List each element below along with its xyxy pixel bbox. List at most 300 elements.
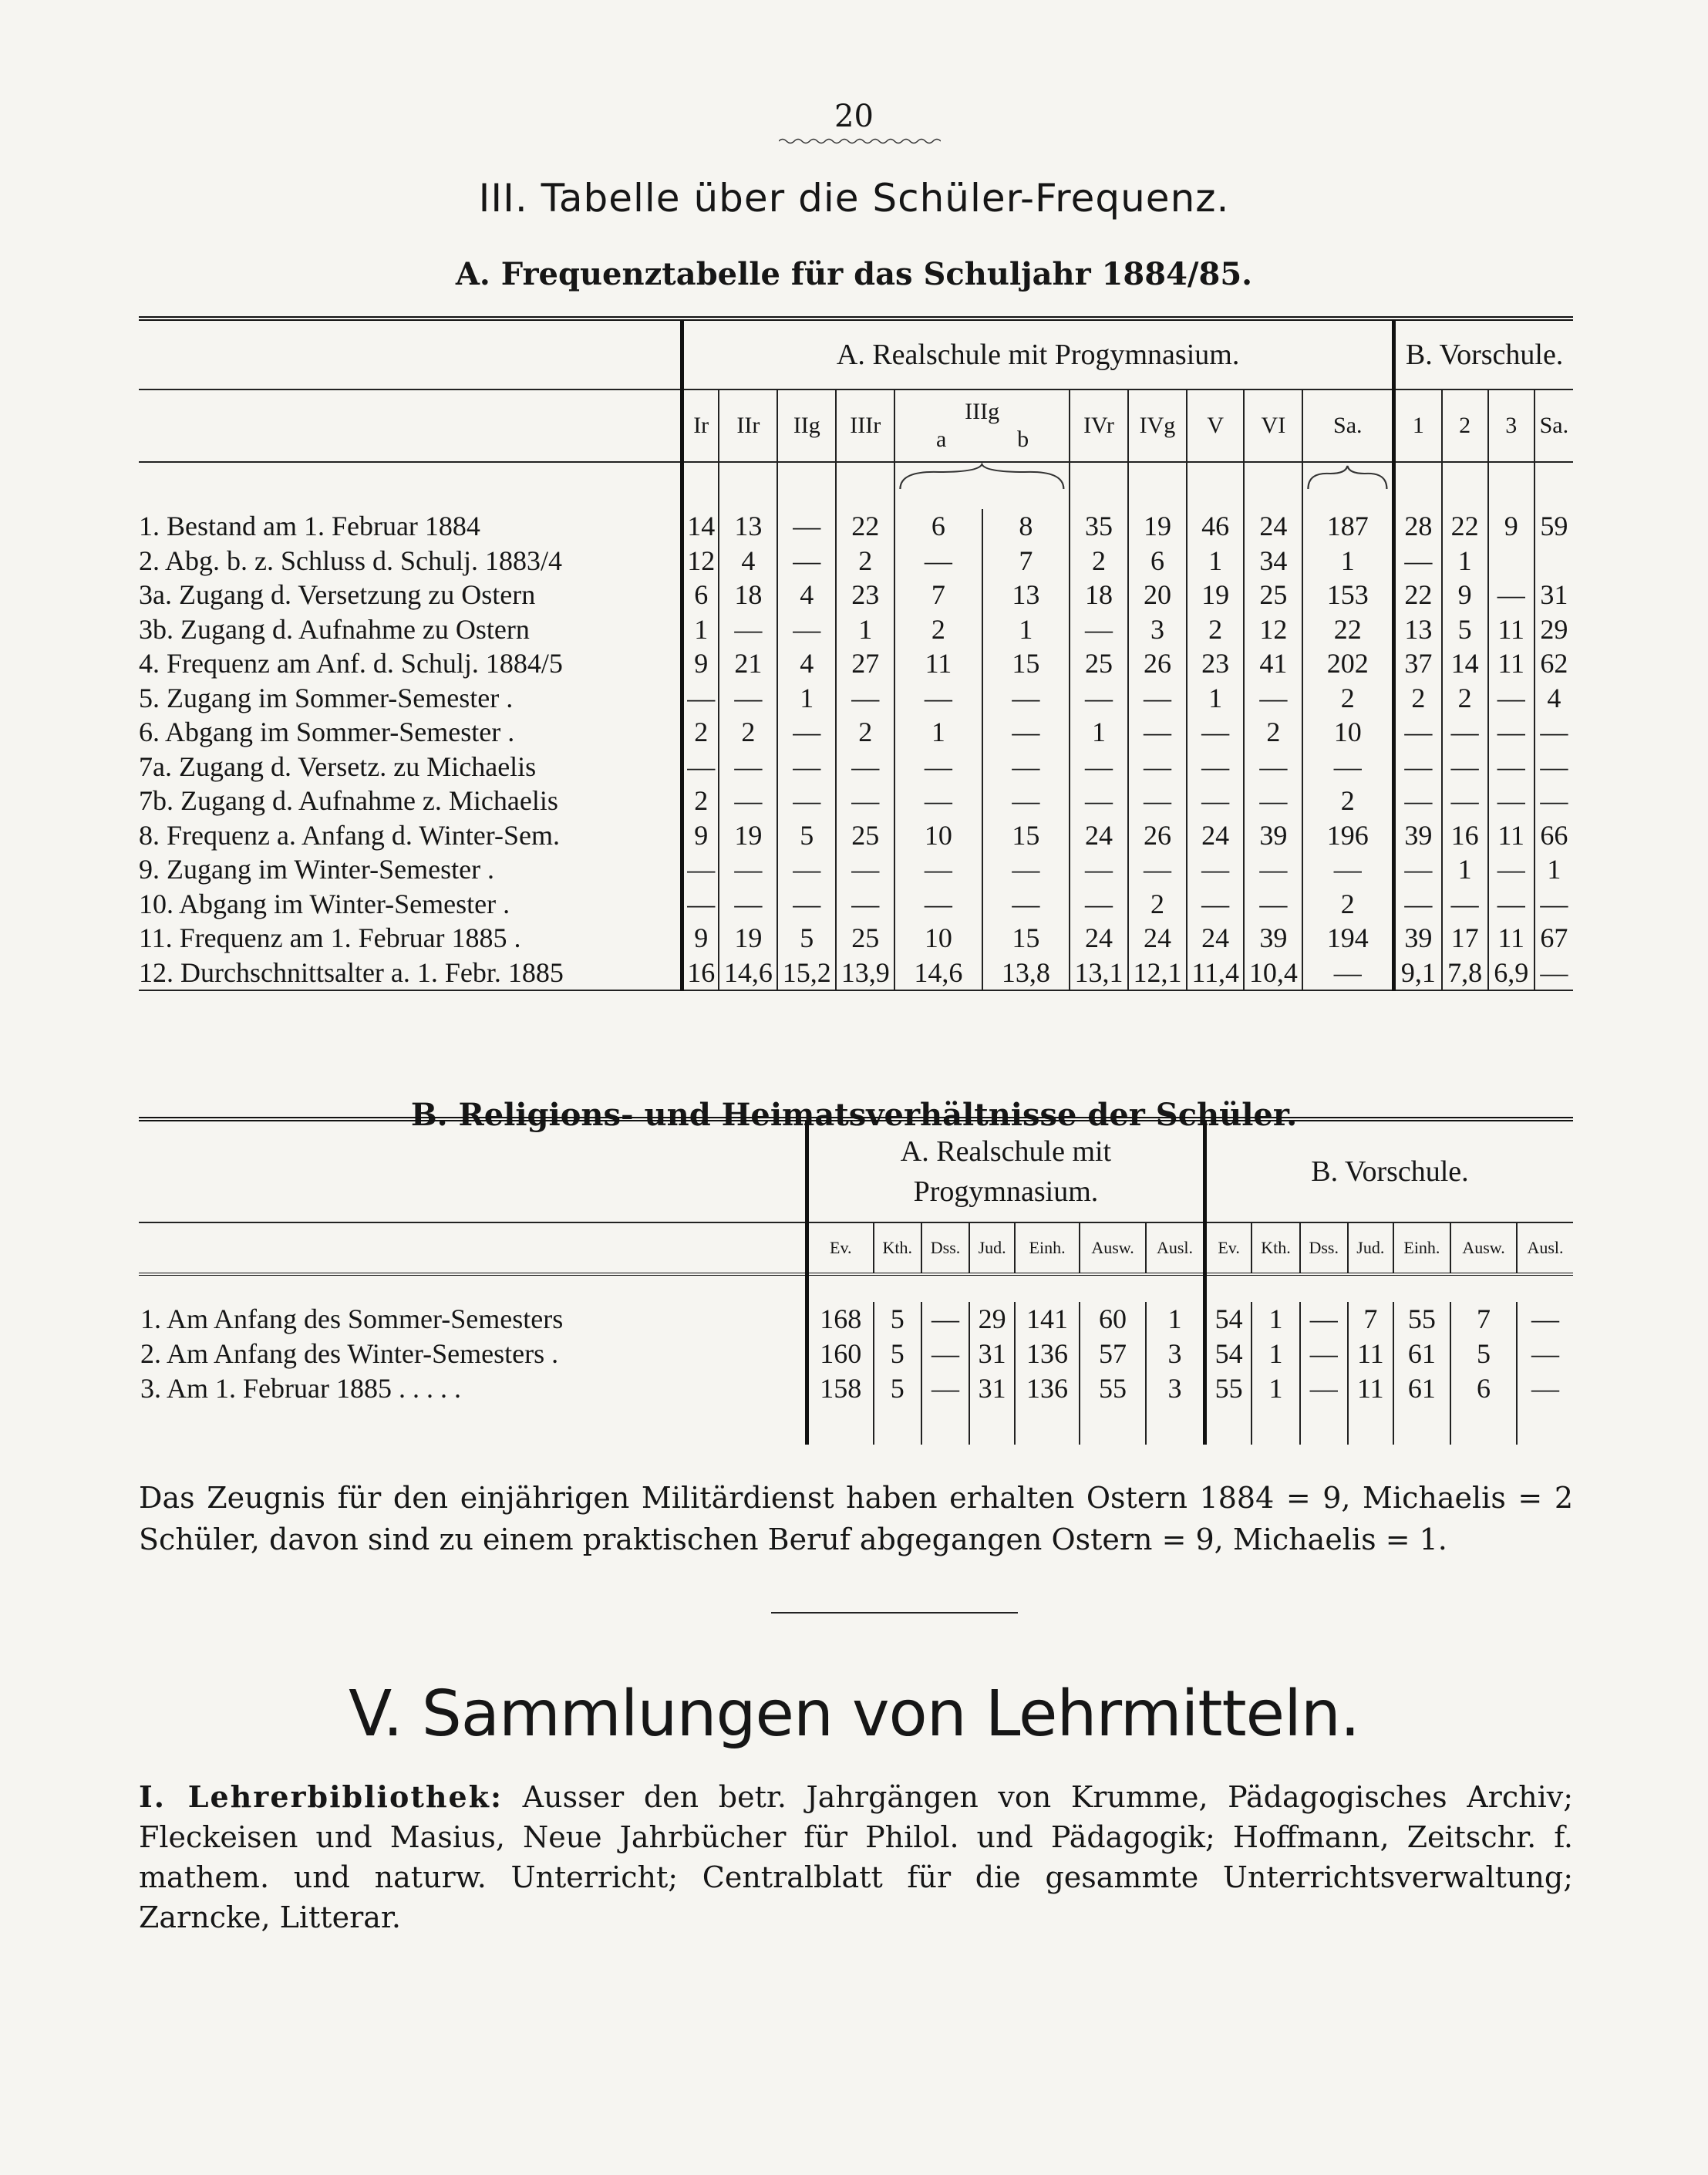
table-cell: — xyxy=(1302,956,1393,991)
table-cell: 31 xyxy=(969,1371,1015,1406)
table-row xyxy=(139,509,1573,544)
table-cell: 24 xyxy=(1244,509,1302,544)
table-b-corner xyxy=(139,1119,807,1222)
table-cell: 25 xyxy=(1070,646,1128,681)
table-cell: — xyxy=(921,1337,969,1371)
table-cell: 1 xyxy=(682,612,719,647)
table-cell: 60 xyxy=(1080,1302,1146,1337)
table-cell: 7,8 xyxy=(1442,956,1488,991)
table-cell: — xyxy=(1244,784,1302,818)
table-cell: 16 xyxy=(1442,818,1488,853)
table-cell: 22 xyxy=(1302,612,1393,647)
table-a-brace-row xyxy=(139,462,1573,509)
table-row xyxy=(139,681,1573,716)
col-header: Dss. xyxy=(921,1222,969,1274)
table-cell: 57 xyxy=(1080,1337,1146,1371)
row-label: 2. Am Anfang des Winter-Semesters . xyxy=(140,1338,559,1369)
table-cell: 2 xyxy=(682,784,719,818)
table-cell: 11 xyxy=(1488,818,1535,853)
table-row xyxy=(139,921,1573,956)
table-cell: 2 xyxy=(1070,544,1128,578)
table-cell: — xyxy=(1394,784,1442,818)
table-cell: 15 xyxy=(982,646,1070,681)
table-cell: — xyxy=(1488,715,1535,750)
table-cell: 23 xyxy=(1187,646,1244,681)
table-cell: — xyxy=(1442,715,1488,750)
table-cell: 67 xyxy=(1535,921,1573,956)
table-cell: 13 xyxy=(982,578,1070,612)
table-cell: — xyxy=(1300,1371,1348,1406)
table-cell: — xyxy=(894,887,982,922)
table-cell: — xyxy=(1187,784,1244,818)
table-cell: 196 xyxy=(1302,818,1393,853)
table-row xyxy=(139,612,1573,647)
table-cell: 168 xyxy=(807,1302,874,1337)
table-cell: — xyxy=(894,681,982,716)
table-cell: 5 xyxy=(1450,1337,1517,1371)
table-cell: 5 xyxy=(874,1302,921,1337)
table-cell: — xyxy=(1394,887,1442,922)
table-cell: 1 xyxy=(1252,1337,1299,1371)
table-cell: 54 xyxy=(1204,1302,1252,1337)
table-cell: 23 xyxy=(836,578,894,612)
table-cell: 2 xyxy=(1302,681,1393,716)
table-cell: — xyxy=(777,544,836,578)
table-b-group-header xyxy=(139,1119,1573,1222)
page-number-ornament xyxy=(779,137,941,145)
table-cell: — xyxy=(1070,784,1128,818)
col-header: Einh. xyxy=(1393,1222,1450,1274)
table-cell: 1 xyxy=(777,681,836,716)
row-label: 3a. Zugang d. Versetzung zu Ostern xyxy=(139,579,536,610)
col-header: Ausl. xyxy=(1146,1222,1204,1274)
table-row xyxy=(139,818,1573,853)
table-cell: — xyxy=(1128,750,1187,784)
col-header: Sa. xyxy=(1535,389,1573,462)
table-cell: — xyxy=(836,887,894,922)
table-cell: 2 xyxy=(894,612,982,647)
table-cell: — xyxy=(1070,612,1128,647)
table-cell: — xyxy=(719,852,777,887)
iiig-brace xyxy=(894,462,1070,509)
table-cell: — xyxy=(1535,887,1573,922)
table-cell: — xyxy=(719,887,777,922)
col-header: Einh. xyxy=(1015,1222,1080,1274)
table-cell: — xyxy=(1394,544,1442,578)
table-cell: — xyxy=(777,887,836,922)
table-row xyxy=(139,646,1573,681)
table-row xyxy=(139,578,1573,612)
row-label: 12. Durchschnittsalter a. 1. Febr. 1885 xyxy=(139,956,682,991)
table-cell: — xyxy=(1517,1302,1573,1337)
table-cell: — xyxy=(1535,715,1573,750)
table-row xyxy=(139,1337,1573,1371)
table-cell: 37 xyxy=(1394,646,1442,681)
table-cell: 22 xyxy=(836,509,894,544)
table-cell: 9 xyxy=(1488,509,1535,544)
col-header: Kth. xyxy=(1252,1222,1299,1274)
table-cell: 17 xyxy=(1442,921,1488,956)
table-cell: — xyxy=(682,852,719,887)
table-cell: 22 xyxy=(1442,509,1488,544)
teacher-library-lead: I. Lehrerbibliothek: xyxy=(139,1779,504,1814)
table-row xyxy=(139,1302,1573,1337)
table-cell: — xyxy=(982,784,1070,818)
table-a-column-header xyxy=(139,389,1573,462)
table-cell: 31 xyxy=(969,1337,1015,1371)
table-cell: — xyxy=(777,509,836,544)
table-cell: 7 xyxy=(1348,1302,1393,1337)
table-cell: 6 xyxy=(1450,1371,1517,1406)
table-cell: 24 xyxy=(1070,818,1128,853)
table-cell: 1 xyxy=(1187,681,1244,716)
frequency-table xyxy=(139,316,1573,991)
table-cell: — xyxy=(982,681,1070,716)
table-cell: 136 xyxy=(1015,1371,1080,1406)
table-cell: 39 xyxy=(1394,921,1442,956)
table-cell: 13 xyxy=(719,509,777,544)
table-cell: — xyxy=(1187,852,1244,887)
col-header: 1 xyxy=(1394,389,1442,462)
table-row xyxy=(139,956,1573,991)
table-cell: — xyxy=(982,852,1070,887)
table-cell: 11 xyxy=(1488,646,1535,681)
table-cell: 1 xyxy=(982,612,1070,647)
table-row xyxy=(139,784,1573,818)
col-header: IIr xyxy=(719,389,777,462)
row-label: 2. Abg. b. z. Schluss d. Schulj. 1883/4 xyxy=(139,545,563,576)
col-header: V xyxy=(1187,389,1244,462)
table-cell: 61 xyxy=(1393,1337,1450,1371)
table-cell: 54 xyxy=(1204,1337,1252,1371)
table-cell: 1 xyxy=(1070,715,1128,750)
table-cell: 5 xyxy=(1442,612,1488,647)
table-cell: — xyxy=(682,887,719,922)
table-cell xyxy=(1488,544,1535,578)
table-cell: 9 xyxy=(682,818,719,853)
col-header: Jud. xyxy=(969,1222,1015,1274)
table-cell: 9,1 xyxy=(1394,956,1442,991)
table-cell: 2 xyxy=(1244,715,1302,750)
table-cell: 6 xyxy=(682,578,719,612)
table-cell: 2 xyxy=(836,544,894,578)
table-cell: 39 xyxy=(1244,921,1302,956)
table-cell: 19 xyxy=(1187,578,1244,612)
col-header: Ausw. xyxy=(1450,1222,1517,1274)
row-label: 8. Frequenz a. Anfang d. Winter-Sem. xyxy=(139,819,561,851)
col-header-iiig-b: b xyxy=(1017,427,1029,452)
table-cell: 19 xyxy=(1128,509,1187,544)
table-cell: — xyxy=(777,784,836,818)
col-header-iiig-a: a xyxy=(935,427,947,452)
table-cell: 6 xyxy=(894,509,982,544)
table-cell: 14 xyxy=(682,509,719,544)
table-cell: 1 xyxy=(1442,544,1488,578)
table-cell: — xyxy=(1535,956,1573,991)
table-cell: 6 xyxy=(1128,544,1187,578)
col-header: IIg xyxy=(777,389,836,462)
col-header: VI xyxy=(1244,389,1302,462)
section-v-title: V. Sammlungen von Lehrmitteln. xyxy=(349,1678,1359,1751)
table-cell: — xyxy=(1535,784,1573,818)
table-cell: — xyxy=(1442,887,1488,922)
table-cell: 19 xyxy=(719,818,777,853)
table-cell: 10 xyxy=(1302,715,1393,750)
row-label: 5. Zugang im Sommer-Semester . xyxy=(139,682,514,713)
table-cell: 153 xyxy=(1302,578,1393,612)
table-cell: — xyxy=(719,681,777,716)
table-cell: 8 xyxy=(982,509,1070,544)
table-cell: 26 xyxy=(1128,646,1187,681)
col-header: Ir xyxy=(682,389,719,462)
table-cell: — xyxy=(1070,852,1128,887)
table-cell: — xyxy=(1187,887,1244,922)
table-a-group-header xyxy=(139,319,1573,389)
group-header-realschule xyxy=(807,1119,1205,1222)
table-cell: — xyxy=(836,750,894,784)
table-cell: — xyxy=(1517,1371,1573,1406)
table-a-body xyxy=(139,509,1573,990)
table-cell: — xyxy=(921,1371,969,1406)
group-header-realschule-line2: Progymnasium. xyxy=(913,1175,1099,1208)
table-b-title: B. Religions- und Heimatsverhältnisse der Schüler. xyxy=(410,1097,1298,1133)
col-header: 2 xyxy=(1442,389,1488,462)
table-cell: 3 xyxy=(1128,612,1187,647)
table-cell: 2 xyxy=(1442,681,1488,716)
section-title: III. Tabelle über die Schüler-Frequenz. xyxy=(478,176,1230,221)
table-cell: 24 xyxy=(1187,921,1244,956)
table-cell: 10,4 xyxy=(1244,956,1302,991)
table-cell: 1 xyxy=(1535,852,1573,887)
table-cell: 13 xyxy=(1394,612,1442,647)
table-cell: — xyxy=(1244,852,1302,887)
table-cell: 55 xyxy=(1393,1302,1450,1337)
table-cell: — xyxy=(1442,784,1488,818)
table-cell: 6,9 xyxy=(1488,956,1535,991)
table-cell: 25 xyxy=(836,818,894,853)
table-cell: — xyxy=(1517,1337,1573,1371)
table-cell: 14 xyxy=(1442,646,1488,681)
table-cell: — xyxy=(1488,750,1535,784)
table-cell: — xyxy=(836,852,894,887)
table-cell: 5 xyxy=(777,818,836,853)
table-cell: 9 xyxy=(682,646,719,681)
table-cell: — xyxy=(1300,1337,1348,1371)
table-cell: 15 xyxy=(982,818,1070,853)
table-cell: 21 xyxy=(719,646,777,681)
row-label: 10. Abgang im Winter-Semester . xyxy=(139,888,510,919)
table-a-title: A. Frequenztabelle für das Schuljahr 1884/85. xyxy=(455,256,1253,292)
table-cell: 7 xyxy=(1450,1302,1517,1337)
table-cell: 41 xyxy=(1244,646,1302,681)
table-cell: 4 xyxy=(719,544,777,578)
table-row xyxy=(139,715,1573,750)
table-cell: — xyxy=(894,784,982,818)
table-cell: 2 xyxy=(1302,887,1393,922)
teacher-library-paragraph xyxy=(139,1777,1573,1937)
table-cell: 26 xyxy=(1128,818,1187,853)
table-cell: 4 xyxy=(777,578,836,612)
table-cell: 29 xyxy=(1535,612,1573,647)
table-cell: 59 xyxy=(1535,509,1573,544)
table-cell: — xyxy=(1187,750,1244,784)
table-cell: 2 xyxy=(1187,612,1244,647)
table-cell: 1 xyxy=(1252,1371,1299,1406)
table-cell: 2 xyxy=(719,715,777,750)
row-label: 3. Am 1. Februar 1885 . . . . . xyxy=(140,1373,461,1404)
table-cell: 13,9 xyxy=(836,956,894,991)
table-cell: 13,1 xyxy=(1070,956,1128,991)
table-cell: 4 xyxy=(1535,681,1573,716)
table-row xyxy=(139,1371,1573,1406)
table-cell: 11,4 xyxy=(1187,956,1244,991)
group-header-realschule-line1: A. Realschule mit xyxy=(900,1135,1112,1168)
table-cell: 29 xyxy=(969,1302,1015,1337)
table-cell: — xyxy=(982,887,1070,922)
table-cell: — xyxy=(836,784,894,818)
col-header: Ausl. xyxy=(1517,1222,1573,1274)
table-cell: — xyxy=(1070,750,1128,784)
col-header-iiig-label: IIIg xyxy=(965,399,1000,424)
col-header: Sa. xyxy=(1302,389,1393,462)
table-cell: 2 xyxy=(1302,784,1393,818)
table-cell: — xyxy=(1302,852,1393,887)
table-cell: — xyxy=(982,750,1070,784)
row-label: 6. Abgang im Sommer-Semester . xyxy=(139,717,515,747)
table-b-body xyxy=(139,1302,1573,1445)
table-cell: 5 xyxy=(874,1371,921,1406)
table-cell: 11 xyxy=(894,646,982,681)
table-cell: 136 xyxy=(1015,1337,1080,1371)
table-cell: 2 xyxy=(682,715,719,750)
group-header-vorschule: B. Vorschule. xyxy=(1394,319,1573,389)
row-label: 4. Frequenz am Anf. d. Schulj. 1884/5 xyxy=(139,648,563,679)
table-cell: — xyxy=(1070,887,1128,922)
table-cell: — xyxy=(777,715,836,750)
table-cell: 1 xyxy=(836,612,894,647)
table-cell: 31 xyxy=(1535,578,1573,612)
col-header: Jud. xyxy=(1348,1222,1393,1274)
table-cell: 202 xyxy=(1302,646,1393,681)
table-cell: 46 xyxy=(1187,509,1244,544)
table-cell: — xyxy=(1488,681,1535,716)
table-cell: 1 xyxy=(1187,544,1244,578)
table-cell: — xyxy=(921,1302,969,1337)
table-cell: 34 xyxy=(1244,544,1302,578)
table-cell: 18 xyxy=(1070,578,1128,612)
table-cell: — xyxy=(1394,715,1442,750)
table-cell: — xyxy=(1070,681,1128,716)
table-cell: — xyxy=(1394,852,1442,887)
table-cell: 20 xyxy=(1128,578,1187,612)
col-header: 3 xyxy=(1488,389,1535,462)
table-cell: 1 xyxy=(1442,852,1488,887)
table-cell: — xyxy=(682,681,719,716)
table-cell: 66 xyxy=(1535,818,1573,853)
table-cell: — xyxy=(1128,715,1187,750)
table-cell: 9 xyxy=(682,921,719,956)
table-cell: 55 xyxy=(1080,1371,1146,1406)
table-cell: 55 xyxy=(1204,1371,1252,1406)
military-certificate-note: Das Zeugnis für den einjährigen Militärdienst haben erhalten Ostern 1884 = 9, Michaelis = 2 Schüler, davon sind zu einem praktischen Beruf abgegangen Ostern = 9, Michaelis = 1. xyxy=(139,1481,1573,1556)
table-cell: — xyxy=(1488,887,1535,922)
table-cell: 24 xyxy=(1187,818,1244,853)
table-cell: — xyxy=(894,852,982,887)
table-cell: — xyxy=(1535,750,1573,784)
religion-table xyxy=(139,1117,1573,1445)
table-cell: 141 xyxy=(1015,1302,1080,1337)
table-cell: 14,6 xyxy=(894,956,982,991)
table-cell: — xyxy=(1244,887,1302,922)
table-cell: 1 xyxy=(1146,1302,1204,1337)
table-row xyxy=(139,750,1573,784)
table-cell: — xyxy=(1244,681,1302,716)
row-label: 11. Frequenz am 1. Februar 1885 . xyxy=(139,922,521,953)
table-cell: 1 xyxy=(1302,544,1393,578)
col-header: Dss. xyxy=(1300,1222,1348,1274)
table-cell: — xyxy=(682,750,719,784)
table-cell: — xyxy=(719,612,777,647)
table-cell: 39 xyxy=(1244,818,1302,853)
table-cell: — xyxy=(777,612,836,647)
group-header-realschule: A. Realschule mit Progymnasium. xyxy=(682,319,1394,389)
table-cell: 5 xyxy=(874,1337,921,1371)
table-cell: 2 xyxy=(1394,681,1442,716)
table-row xyxy=(139,544,1573,578)
table-cell: 35 xyxy=(1070,509,1128,544)
table-cell: 61 xyxy=(1393,1371,1450,1406)
teacher-library-text: Ausser den betr. Jahrgängen von Krumme, Pädagogisches Archiv; Fleckeisen und Masius, Neue Jahrbücher für Philol. und Pädagogik; Hoffmann, Zeitschr. f. mathem. und naturw. Unterricht; Centralblatt für die gesammte Unterrichtsverwaltung; Zarncke, Litterar. xyxy=(139,1780,1573,1934)
table-cell: 9 xyxy=(1442,578,1488,612)
table-row xyxy=(139,887,1573,922)
col-header: Ev. xyxy=(1204,1222,1252,1274)
table-cell: 13,8 xyxy=(982,956,1070,991)
table-cell: 24 xyxy=(1070,921,1128,956)
table-cell: — xyxy=(1128,852,1187,887)
table-cell: 158 xyxy=(807,1371,874,1406)
table-cell: 194 xyxy=(1302,921,1393,956)
table-cell: — xyxy=(894,544,982,578)
table-cell: — xyxy=(1394,750,1442,784)
row-label: 7a. Zugang d. Versetz. zu Michaelis xyxy=(139,750,537,782)
table-cell: 22 xyxy=(1394,578,1442,612)
table-a-corner xyxy=(139,319,682,389)
table-cell: 3 xyxy=(1146,1371,1204,1406)
table-cell: 12,1 xyxy=(1128,956,1187,991)
table-b-column-header xyxy=(139,1222,1573,1274)
table-cell: 10 xyxy=(894,818,982,853)
col-header: IVg xyxy=(1128,389,1187,462)
table-cell: 3 xyxy=(1146,1337,1204,1371)
table-cell: — xyxy=(1187,715,1244,750)
table-cell: 5 xyxy=(777,921,836,956)
page-number: 20 xyxy=(834,99,874,134)
table-cell: — xyxy=(982,715,1070,750)
table-cell: 62 xyxy=(1535,646,1573,681)
table-cell: — xyxy=(1128,784,1187,818)
table-cell: — xyxy=(1302,750,1393,784)
section-divider xyxy=(771,1612,1018,1614)
col-header: IVr xyxy=(1070,389,1128,462)
table-cell: — xyxy=(836,681,894,716)
row-label: 7b. Zugang d. Aufnahme z. Michaelis xyxy=(139,785,558,816)
table-cell: 39 xyxy=(1394,818,1442,853)
table-cell xyxy=(1535,544,1573,578)
table-cell: 28 xyxy=(1394,509,1442,544)
col-header: Ev. xyxy=(807,1222,874,1274)
col-header-iiig xyxy=(894,389,1070,462)
table-cell: 15,2 xyxy=(777,956,836,991)
